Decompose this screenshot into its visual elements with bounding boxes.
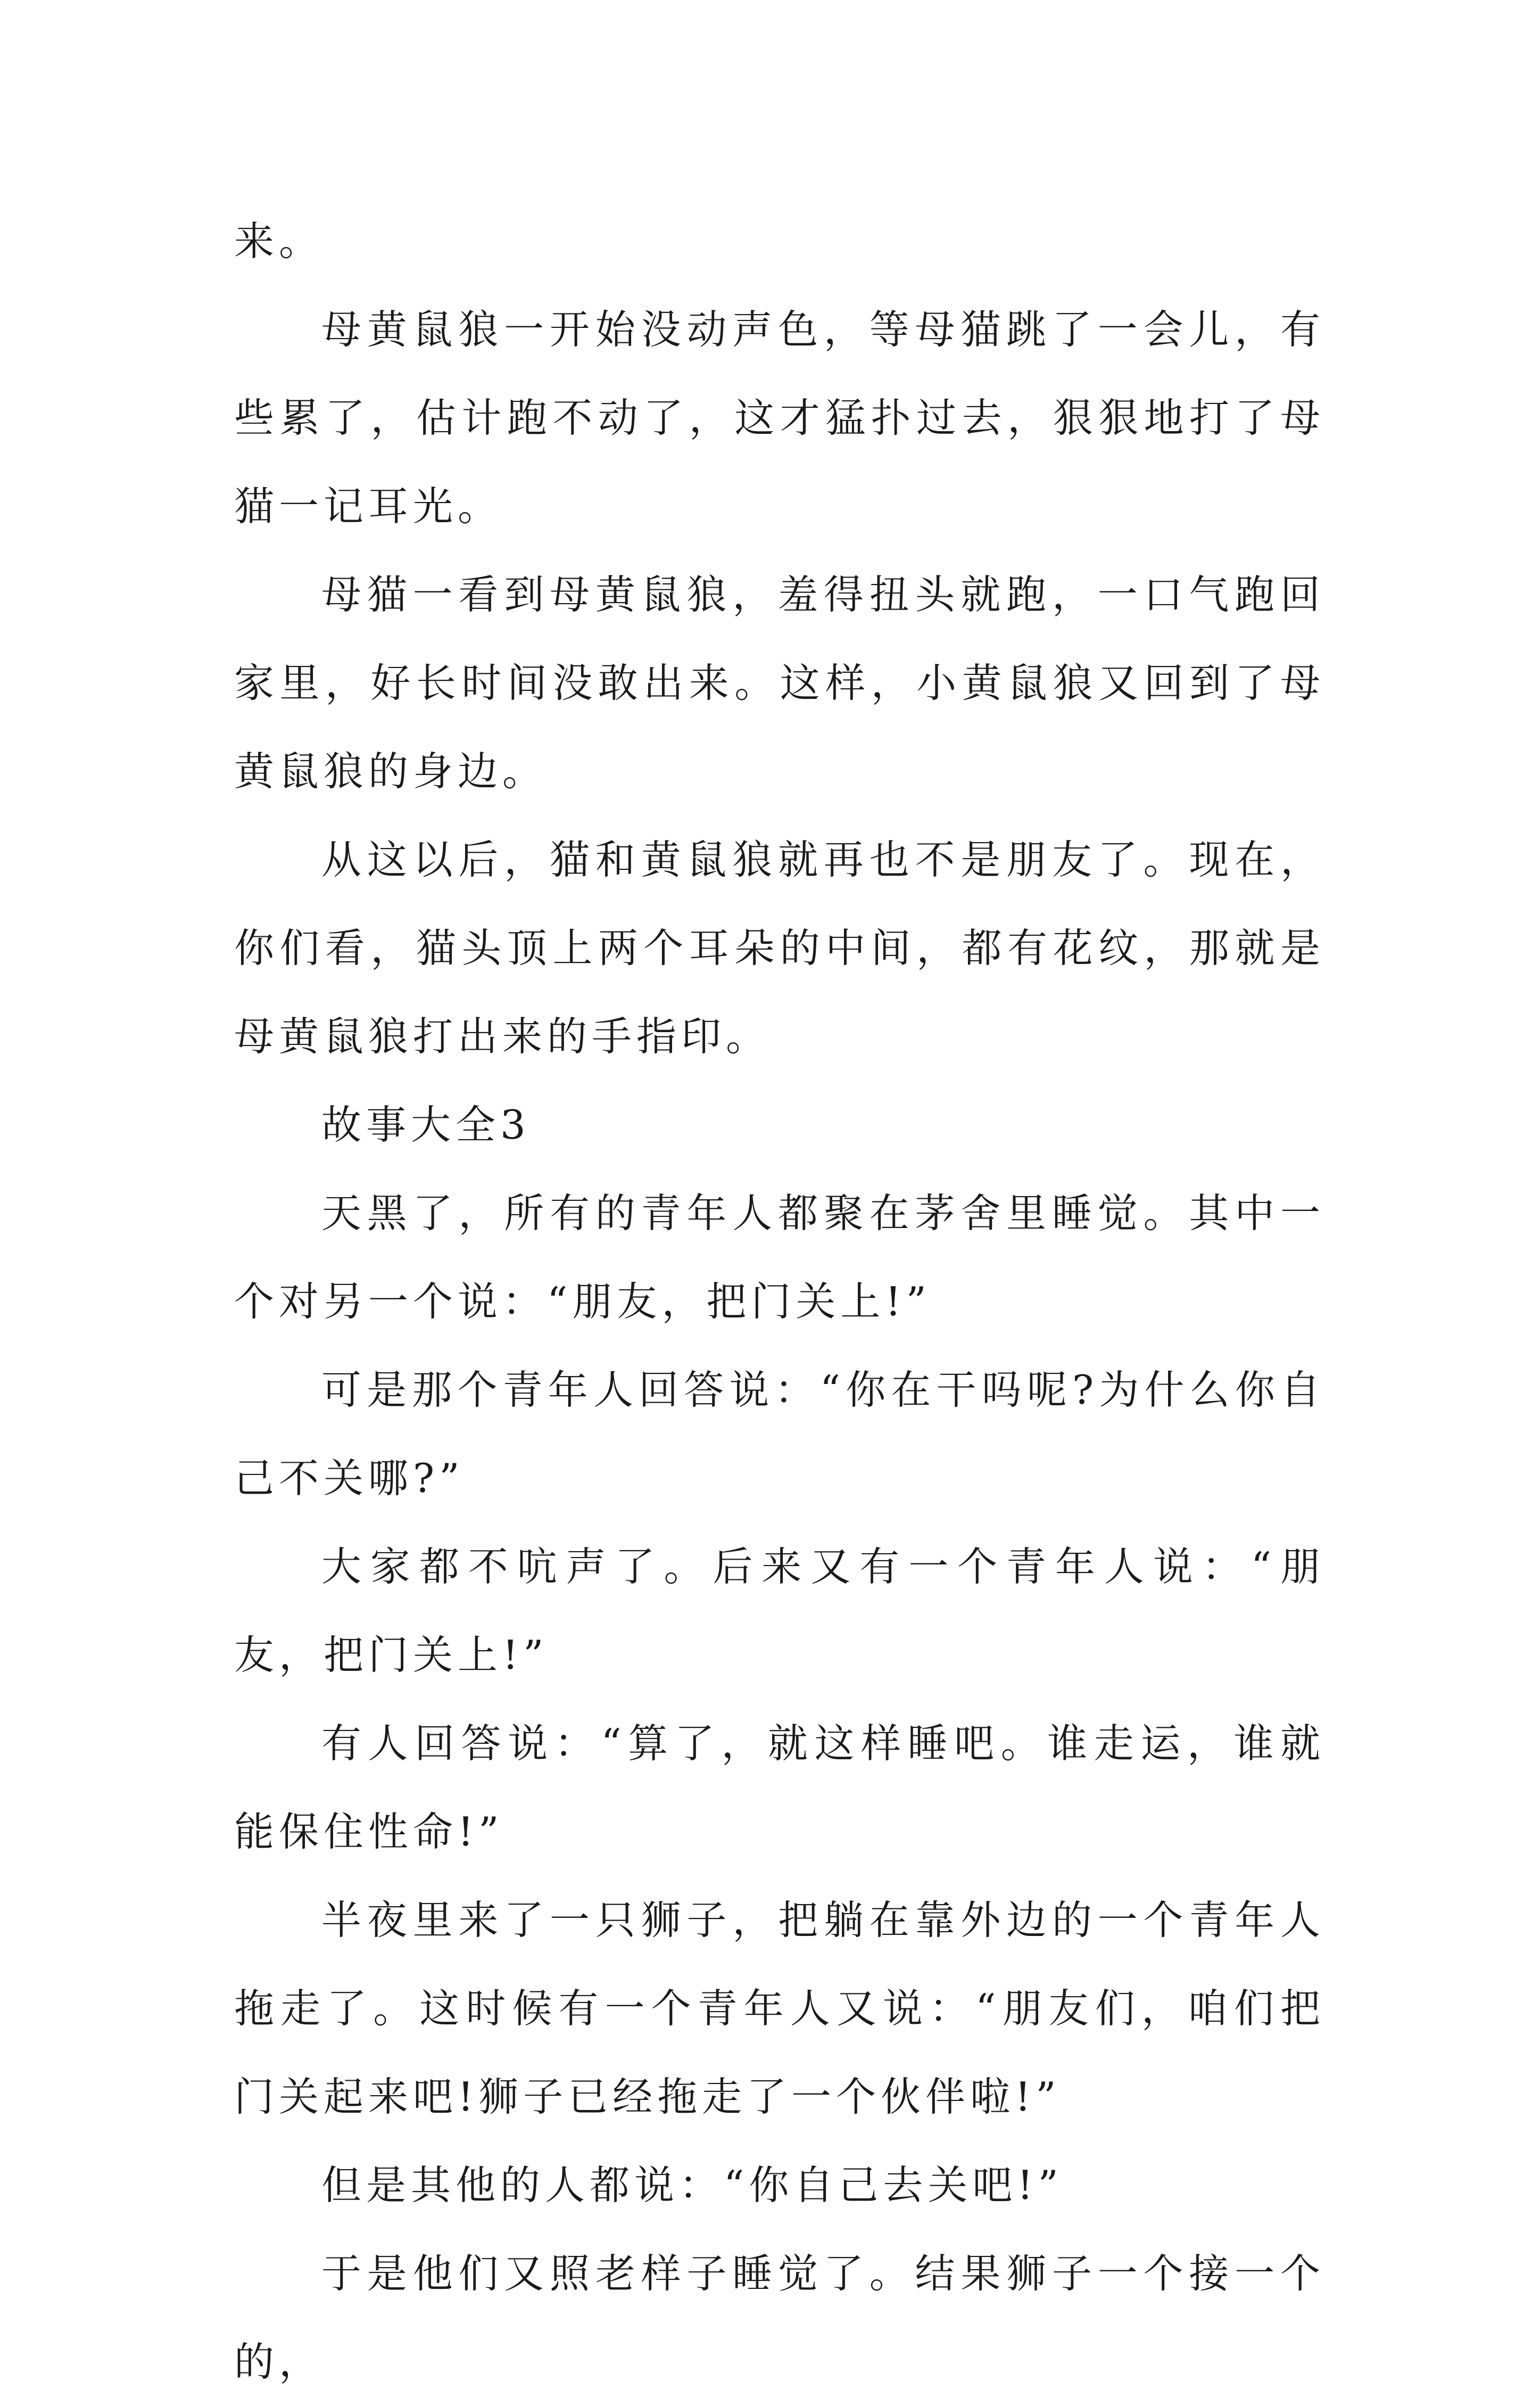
paragraph: 母黄鼠狼一开始没动声色，等母猫跳了一会儿，有些累了，估计跑不动了，这才猛扑过去，狠狠地打了母猫一记耳光。	[234, 306, 1325, 530]
section-heading: 故事大全3	[321, 1101, 531, 1148]
paragraph: 来。	[234, 218, 324, 265]
document-body	[234, 197, 1325, 2406]
paragraph: 于是他们又照老样子睡觉了。结果狮子一个接一个的，	[234, 2250, 1325, 2385]
paragraph: 从这以后，猫和黄鼠狼就再也不是朋友了。现在，你们看，猫头顶上两个耳朵的中间，都有花纹，那就是母黄鼠狼打出来的手指印。	[234, 836, 1325, 1060]
paragraph: 天黑了，所有的青年人都聚在茅舍里睡觉。其中一个对另一个说：“朋友，把门关上!”	[234, 1190, 1325, 1325]
paragraph: 母猫一看到母黄鼠狼，羞得扭头就跑，一口气跑回家里，好长时间没敢出来。这样，小黄鼠狼又回到了母黄鼠狼的身边。	[234, 571, 1325, 795]
paragraph: 可是那个青年人回答说：“你在干吗呢?为什么你自己不关哪?”	[234, 1366, 1325, 1502]
paragraph: 有人回答说：“算了，就这样睡吧。谁走运，谁就能保住性命!”	[234, 1720, 1325, 1855]
paragraph: 大家都不吭声了。后来又有一个青年人说：“朋友，把门关上!”	[234, 1543, 1325, 1678]
paragraph: 半夜里来了一只狮子，把躺在靠外边的一个青年人拖走了。这时候有一个青年人又说：“朋友们，咱们把门关起来吧!狮子已经拖走了一个伙伴啦!”	[234, 1897, 1325, 2120]
paragraph: 但是其他的人都说：“你自己去关吧!”	[321, 2162, 1063, 2209]
